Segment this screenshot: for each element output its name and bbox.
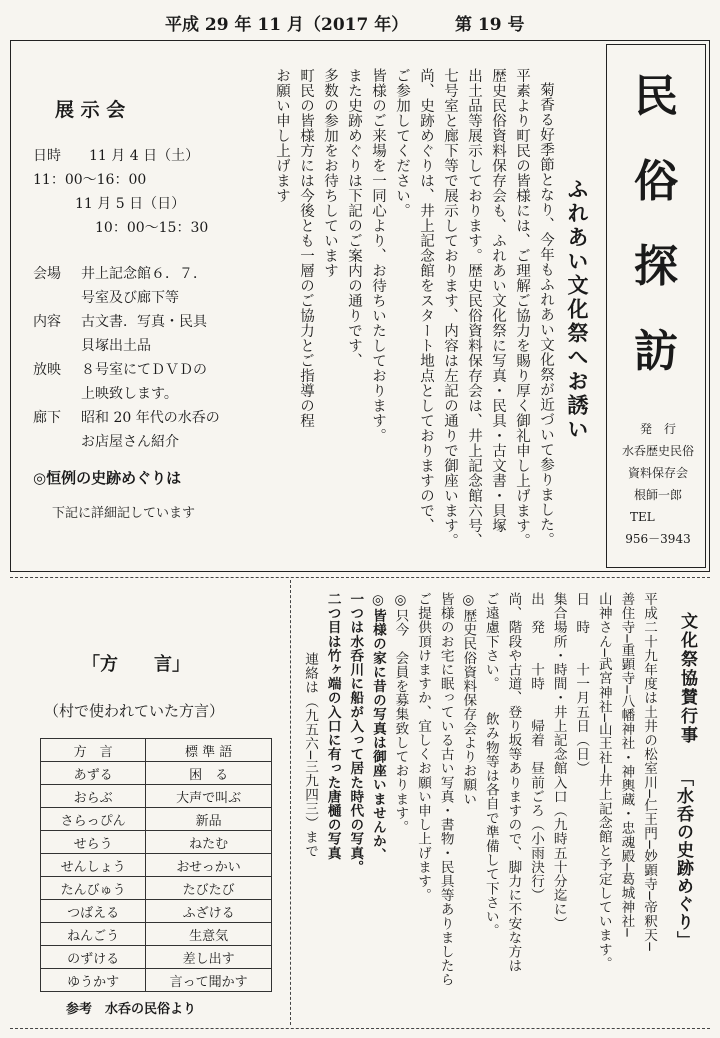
issue-number: 第 19 号 <box>455 15 525 35</box>
detail-label <box>33 196 75 220</box>
dialect-word: あずる <box>41 762 146 785</box>
table-row <box>41 808 272 831</box>
invitation-col: また史跡めぐりは下記のご案内の通りです、 <box>346 68 362 368</box>
col-header: 方 言 <box>41 739 146 762</box>
table-row <box>41 831 272 854</box>
dialect-heading: 「方 言」 <box>82 654 190 675</box>
detail-value: 11 月 4 日（土） <box>89 148 200 164</box>
detail-row <box>33 410 273 434</box>
invitation-col: 町民の皆様方には今後とも一層のご協力とご指導の程 <box>298 68 314 428</box>
standard-word: おせっかい <box>146 854 272 877</box>
publisher-line: 資料保存会 <box>627 466 688 480</box>
table-row <box>41 900 272 923</box>
table-row <box>41 854 272 877</box>
tour-col: 出 発 十時 帰着 昼前ごろ（小雨決行） <box>528 592 545 903</box>
masthead-char: 民 <box>634 71 678 122</box>
dialect-word: ねんごう <box>41 923 146 946</box>
detail-label: 廊下 <box>33 410 61 426</box>
detail-label: 日時 <box>33 148 61 164</box>
detail-value: 10：00～15：30 <box>95 220 209 236</box>
tour-title-a: 文化祭協賛行事 <box>677 612 697 745</box>
invitation-title: ふれあい文化祭へお誘い <box>565 178 590 442</box>
invitation-col: ご参加してください。 <box>394 68 410 218</box>
tour-col: 一つは水呑川に船が入って居た時代の写真。 <box>347 592 364 874</box>
dialect-word: ゆうかす <box>41 969 146 992</box>
detail-row <box>33 314 273 338</box>
tour-col: 平成二十九年度は土井の松室川─仁王門─妙顕寺─帝釈天─ <box>641 592 657 952</box>
detail-row <box>33 338 273 362</box>
issue-date: 平成 29 年 11 月（2017 年） <box>165 15 409 35</box>
detail-value: 号室及び廊下等 <box>81 290 179 306</box>
dialect-subheading: （村で使われていた方言） <box>44 702 225 720</box>
dialect-word: せらう <box>41 831 146 854</box>
tour-col: 皆様のお宅に眠っている古い写真・書物・民具等ありましたら <box>437 592 454 987</box>
tour-col: 善住寺─重顕寺─八幡神社・神輿蔵・忠魂殿─葛城神社─ <box>618 592 635 937</box>
detail-value: 11：00～16：00 <box>33 172 147 188</box>
detail-row <box>33 290 273 314</box>
invitation-col: 出土品等展示しております。歴史民俗資料保存会は、井上記念館六号、 <box>466 68 482 548</box>
tour-col: 尚、階段や古道、登り坂等ありますので、脚力に不安な方は <box>505 592 522 973</box>
detail-value: お店屋さん紹介 <box>81 434 179 450</box>
dialect-reference: 参考 水呑の民俗より <box>66 1002 197 1017</box>
detail-row <box>33 434 273 458</box>
detail-row <box>33 266 273 290</box>
masthead-char: 探 <box>634 241 678 292</box>
table-row <box>41 785 272 808</box>
standard-word: 新品 <box>146 808 272 831</box>
table-row <box>41 762 272 785</box>
invitation-col: 歴史民俗資料保存会も、ふれあい文化祭に写真・民具・古文書・貝塚 <box>490 68 506 533</box>
dialect-word: のずける <box>41 946 146 969</box>
masthead-title <box>606 60 706 400</box>
detail-value: 古文書．写真・民具 <box>81 314 207 330</box>
standard-word: 大声で叫ぶ <box>146 785 272 808</box>
tour-col: 日 時 十一月五日（日） <box>573 592 590 776</box>
tour-col: 二つ目は竹ヶ端の入口に有った唐樋の写真 <box>324 592 341 860</box>
detail-value: 井上記念館６．７． <box>81 266 207 282</box>
publisher-line: TEL <box>630 510 655 524</box>
detail-row <box>33 196 273 220</box>
standard-word: 言って聞かす <box>146 969 272 992</box>
detail-row <box>33 172 273 196</box>
table-row <box>41 946 272 969</box>
invitation-body <box>270 68 558 558</box>
tour-body <box>295 592 660 1022</box>
detail-value: 上映致します。 <box>81 386 178 402</box>
masthead-char: 訪 <box>634 326 678 377</box>
standard-word: たびたび <box>146 877 272 900</box>
publisher-line: 956－3943 <box>625 532 691 546</box>
exhibition-details <box>33 148 273 458</box>
invitation-col: 菊香る好季節となり、今年もふれあい文化祭が近づいて参りました。 <box>538 82 554 547</box>
detail-value: 昭和 20 年代の水呑の <box>81 410 220 426</box>
tour-title-b: 「水呑の史跡めぐり」 <box>673 769 693 949</box>
standard-word: 差し出す <box>146 946 272 969</box>
detail-row <box>33 386 273 410</box>
bottom-divider <box>10 1028 710 1029</box>
tour-col: ご遠慮下さい。 飲み物等は各自で準備して下さい。 <box>482 592 499 938</box>
table-row <box>41 877 272 900</box>
dialect-table <box>40 738 272 992</box>
detail-label: 会場 <box>33 266 61 282</box>
publisher-line: 水呑歴史民俗 <box>621 444 694 458</box>
standard-word: 困 る <box>146 762 272 785</box>
publisher-info <box>612 418 704 550</box>
invitation-col: 平素より町民の皆様には、ご理解ご協力を賜り厚く御礼申し上げます。 <box>514 68 530 548</box>
issue-header <box>0 6 720 36</box>
standard-word: 生意気 <box>146 923 272 946</box>
dialect-word: つばえる <box>41 900 146 923</box>
table-row <box>41 923 272 946</box>
invitation-col: 尚、史跡めぐりは、井上記念館をスタート地点としておりますので、 <box>418 68 434 533</box>
invitation-col: 皆様のご来場を一同心より、お待ちいたしております。 <box>370 68 386 443</box>
publisher-label: 発 行 <box>639 422 676 436</box>
column-divider <box>290 580 291 1025</box>
exhibition-heading: 展 示 会 <box>55 99 126 121</box>
detail-label <box>33 386 81 410</box>
dialect-word: たんびゅう <box>41 877 146 900</box>
detail-label <box>33 290 81 314</box>
dialect-word: さらっぴん <box>41 808 146 831</box>
tour-col: 連絡は（九五六─三九四三）まで <box>302 652 319 859</box>
tour-col: 集合場所・時間・井上記念館入口（九時五十分迄に） <box>550 592 567 931</box>
masthead-char: 俗 <box>634 156 678 207</box>
detail-row <box>33 362 273 386</box>
invitation-col: お願い申し上げます <box>274 68 290 203</box>
invitation-col: 七号室と廊下等で展示しております、内容は左記の通りで御座います。 <box>442 68 458 548</box>
detail-label: 放映 <box>33 362 61 378</box>
detail-label <box>33 338 81 362</box>
dialect-word: せんしょう <box>41 854 146 877</box>
detail-value: 貝塚出土品 <box>81 338 151 354</box>
detail-value: 11 月 5 日（日） <box>75 196 186 212</box>
tour-note: 下記に詳細記しています <box>52 506 196 521</box>
invitation-col: 多数の参加をお待ちしています <box>322 68 338 278</box>
tour-col: ◎皆様の家に昔の写真は御座いませんか、 <box>369 592 386 863</box>
tour-col: ご提供頂けますか、宜しくお願い申し上げます。 <box>415 592 432 903</box>
table-row <box>41 969 272 992</box>
tour-col: 山神さん─武宮神社─山王社─井上記念館と予定しています。 <box>595 592 612 971</box>
section-divider <box>10 577 710 578</box>
detail-label: 内容 <box>33 314 61 330</box>
tour-col: ◎歴史民俗資料保存会よりお願い <box>460 592 477 806</box>
tour-highlight: ◎恒例の史跡めぐりは <box>33 469 182 487</box>
publisher-line: 根師一郎 <box>633 488 682 502</box>
detail-label <box>33 434 81 458</box>
standard-word: ねたむ <box>146 831 272 854</box>
tour-col: ◎只今 会員を募集致しております。 <box>392 592 409 835</box>
detail-row <box>33 220 273 266</box>
table-header-row <box>41 739 272 762</box>
dialect-word: おらぶ <box>41 785 146 808</box>
detail-row <box>33 148 273 172</box>
standard-word: ふざける <box>146 900 272 923</box>
detail-value: ８号室にてＤＶＤの <box>81 362 207 378</box>
detail-label <box>33 220 95 266</box>
col-header: 標 準 語 <box>146 739 272 762</box>
